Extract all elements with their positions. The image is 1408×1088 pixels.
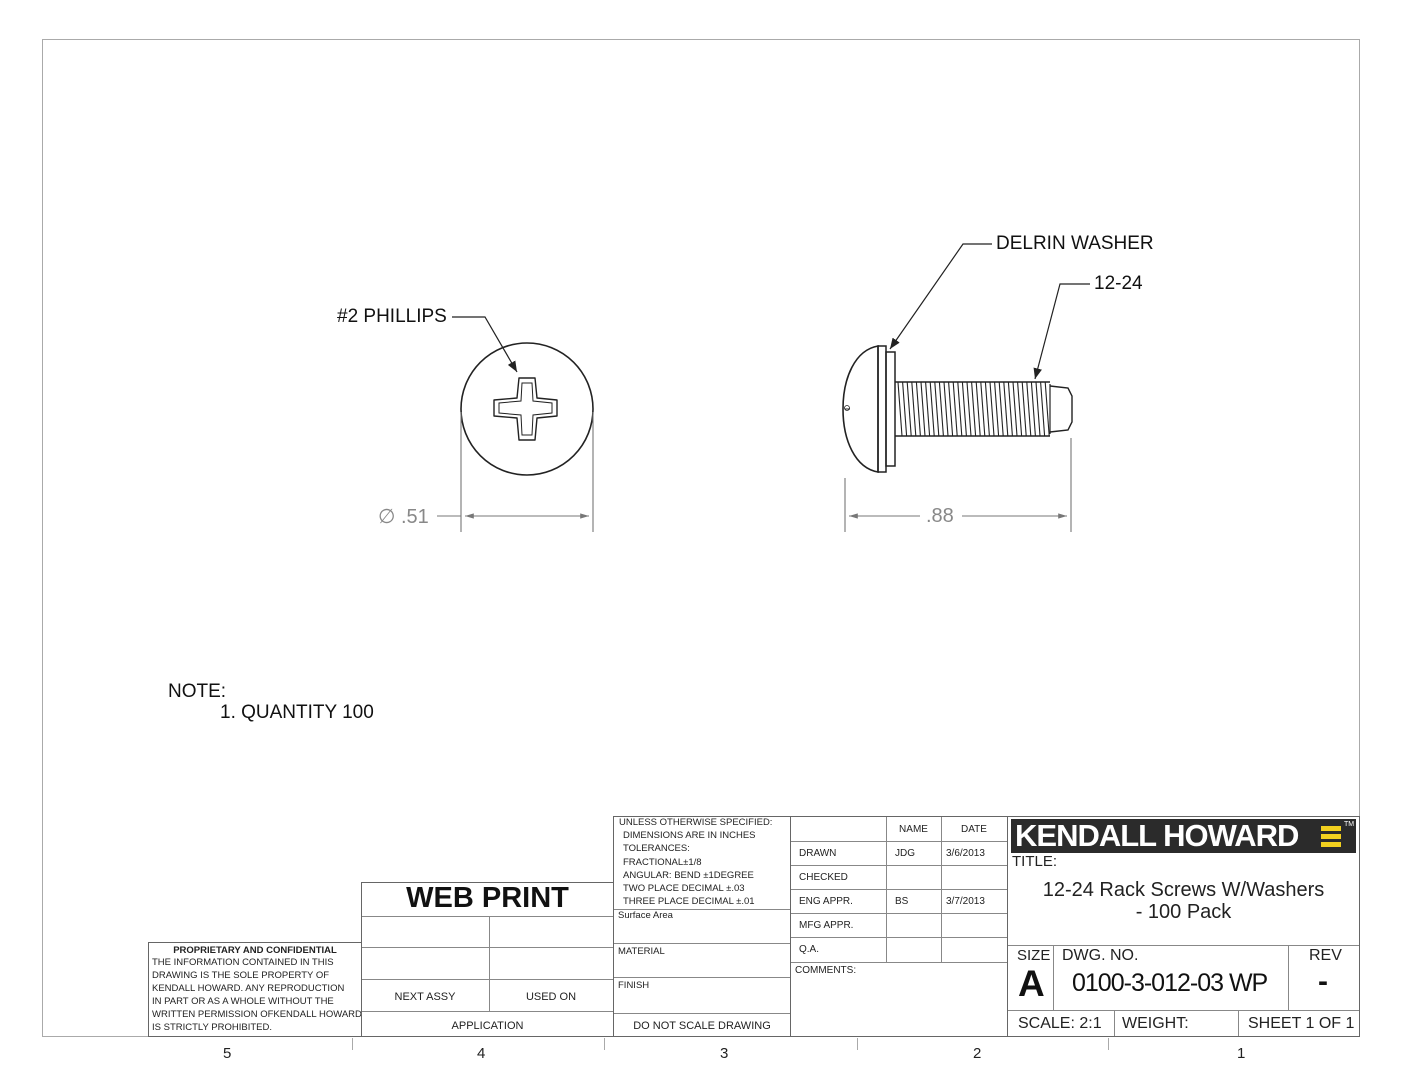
divider bbox=[614, 977, 790, 978]
note-heading: NOTE: bbox=[168, 681, 227, 702]
sheet-size: A bbox=[1018, 963, 1045, 1004]
tolerance-line: TOLERANCES: bbox=[623, 843, 690, 854]
title-line-2: - 100 Pack bbox=[1135, 901, 1232, 923]
divider bbox=[362, 979, 613, 980]
surface-area-label: Surface Area bbox=[618, 910, 673, 921]
tolerance-line: ANGULAR: BEND ±1DEGREE bbox=[623, 870, 754, 881]
comments-label: COMMENTS: bbox=[795, 965, 857, 976]
note-item: 1. QUANTITY 100 bbox=[220, 702, 374, 723]
divider bbox=[1288, 945, 1289, 1010]
company-logo-banner bbox=[1011, 819, 1356, 853]
drawing-number: 0100-3-012-03 WP bbox=[1072, 969, 1268, 997]
title-label: TITLE: bbox=[1012, 853, 1058, 870]
role-eng-appr: ENG APPR. bbox=[799, 896, 853, 907]
divider bbox=[791, 889, 1007, 890]
role-checked: CHECKED bbox=[799, 872, 848, 883]
proprietary-line: WRITTEN PERMISSION OFKENDALL HOWARD bbox=[152, 1009, 362, 1020]
zone-label-5: 5 bbox=[223, 1045, 232, 1062]
divider bbox=[791, 937, 1007, 938]
revision: - bbox=[1318, 965, 1328, 998]
logo-bar bbox=[1321, 826, 1341, 831]
diameter-dimension bbox=[378, 504, 429, 529]
divider bbox=[362, 947, 613, 948]
proprietary-line: IN PART OR AS A WHOLE WITHOUT THE bbox=[152, 996, 334, 1007]
zone-label-2: 2 bbox=[973, 1045, 982, 1062]
role-qa: Q.A. bbox=[799, 944, 820, 955]
zone-label-1: 1 bbox=[1237, 1045, 1246, 1062]
thread-lines bbox=[898, 382, 1049, 436]
date-header: DATE bbox=[961, 824, 987, 835]
tolerance-line: FRACTIONAL±1/8 bbox=[623, 857, 702, 868]
approval-block bbox=[790, 816, 1008, 1037]
leader-lines bbox=[452, 244, 1090, 379]
do-not-scale-label: DO NOT SCALE DRAWING bbox=[633, 1020, 771, 1032]
divider bbox=[791, 962, 1007, 963]
diameter-value: .51 bbox=[400, 506, 429, 528]
divider bbox=[362, 1011, 613, 1012]
divider bbox=[362, 916, 613, 917]
role-mfg-appr: MFG APPR. bbox=[799, 920, 854, 931]
name-header: NAME bbox=[899, 824, 928, 835]
eng-appr-name: BS bbox=[895, 896, 909, 907]
title-block bbox=[1007, 816, 1360, 1037]
web-print-label: WEB PRINT bbox=[406, 882, 569, 914]
application-block bbox=[361, 882, 614, 1037]
scale-label: SCALE: 2:1 bbox=[1018, 1015, 1102, 1032]
diameter-symbol: ∅ bbox=[378, 506, 396, 528]
tolerance-line: UNLESS OTHERWISE SPECIFIED: bbox=[619, 817, 773, 828]
used-on-label: USED ON bbox=[525, 991, 577, 1003]
divider bbox=[791, 841, 1007, 842]
next-assy-label: NEXT ASSY bbox=[394, 991, 456, 1003]
divider bbox=[1238, 1010, 1239, 1036]
proprietary-line: KENDALL HOWARD. ANY REPRODUCTION bbox=[152, 983, 345, 994]
tolerance-block bbox=[613, 816, 791, 1037]
sheet-number: SHEET 1 OF 1 bbox=[1248, 1015, 1355, 1032]
proprietary-line: THE INFORMATION CONTAINED IN THIS bbox=[152, 957, 334, 968]
divider bbox=[791, 865, 1007, 866]
callout-phillips: #2 PHILLIPS bbox=[337, 306, 447, 327]
rev-label: REV bbox=[1309, 947, 1342, 964]
eng-appr-date: 3/7/2013 bbox=[946, 896, 985, 907]
zone-label-4: 4 bbox=[477, 1045, 486, 1062]
title-line-1: 12-24 Rack Screws W/Washers bbox=[1042, 879, 1325, 901]
divider bbox=[614, 943, 790, 944]
divider bbox=[614, 1013, 790, 1014]
logo-bar bbox=[1321, 842, 1341, 847]
proprietary-line: DRAWING IS THE SOLE PROPERTY OF bbox=[152, 970, 330, 981]
divider bbox=[791, 913, 1007, 914]
company-name: KENDALL HOWARD bbox=[1015, 818, 1299, 853]
tolerance-line: THREE PLACE DECIMAL ±.01 bbox=[623, 896, 755, 907]
callout-delrin-washer: DELRIN WASHER bbox=[996, 233, 1154, 254]
role-drawn: DRAWN bbox=[799, 848, 837, 859]
length-dimension: .88 bbox=[926, 505, 954, 527]
material-label: MATERIAL bbox=[618, 946, 665, 957]
tolerance-line: TWO PLACE DECIMAL ±.03 bbox=[623, 883, 745, 894]
drawn-name: JDG bbox=[895, 848, 915, 859]
proprietary-heading: PROPRIETARY AND CONFIDENTIAL bbox=[173, 945, 337, 956]
divider bbox=[1053, 945, 1054, 1010]
dwg-no-label: DWG. NO. bbox=[1062, 947, 1139, 964]
screw-side-view bbox=[843, 346, 1072, 472]
zone-label-3: 3 bbox=[720, 1045, 729, 1062]
size-label: SIZE bbox=[1017, 947, 1051, 964]
proprietary-line: IS STRICTLY PROHIBITED. bbox=[152, 1022, 273, 1033]
finish-label: FINISH bbox=[618, 980, 650, 991]
divider bbox=[1008, 945, 1359, 946]
divider bbox=[1008, 1010, 1359, 1011]
application-label: APPLICATION bbox=[451, 1020, 524, 1032]
weight-label: WEIGHT: bbox=[1122, 1015, 1189, 1032]
drawn-date: 3/6/2013 bbox=[946, 848, 985, 859]
divider bbox=[1114, 1010, 1115, 1036]
screw-head-top-view bbox=[461, 343, 593, 475]
proprietary-block bbox=[148, 942, 362, 1037]
callout-thread-size: 12-24 bbox=[1094, 273, 1143, 294]
logo-bar bbox=[1321, 834, 1341, 839]
tolerance-line: DIMENSIONS ARE IN INCHES bbox=[623, 830, 756, 841]
trademark-mark: TM bbox=[1344, 821, 1355, 828]
